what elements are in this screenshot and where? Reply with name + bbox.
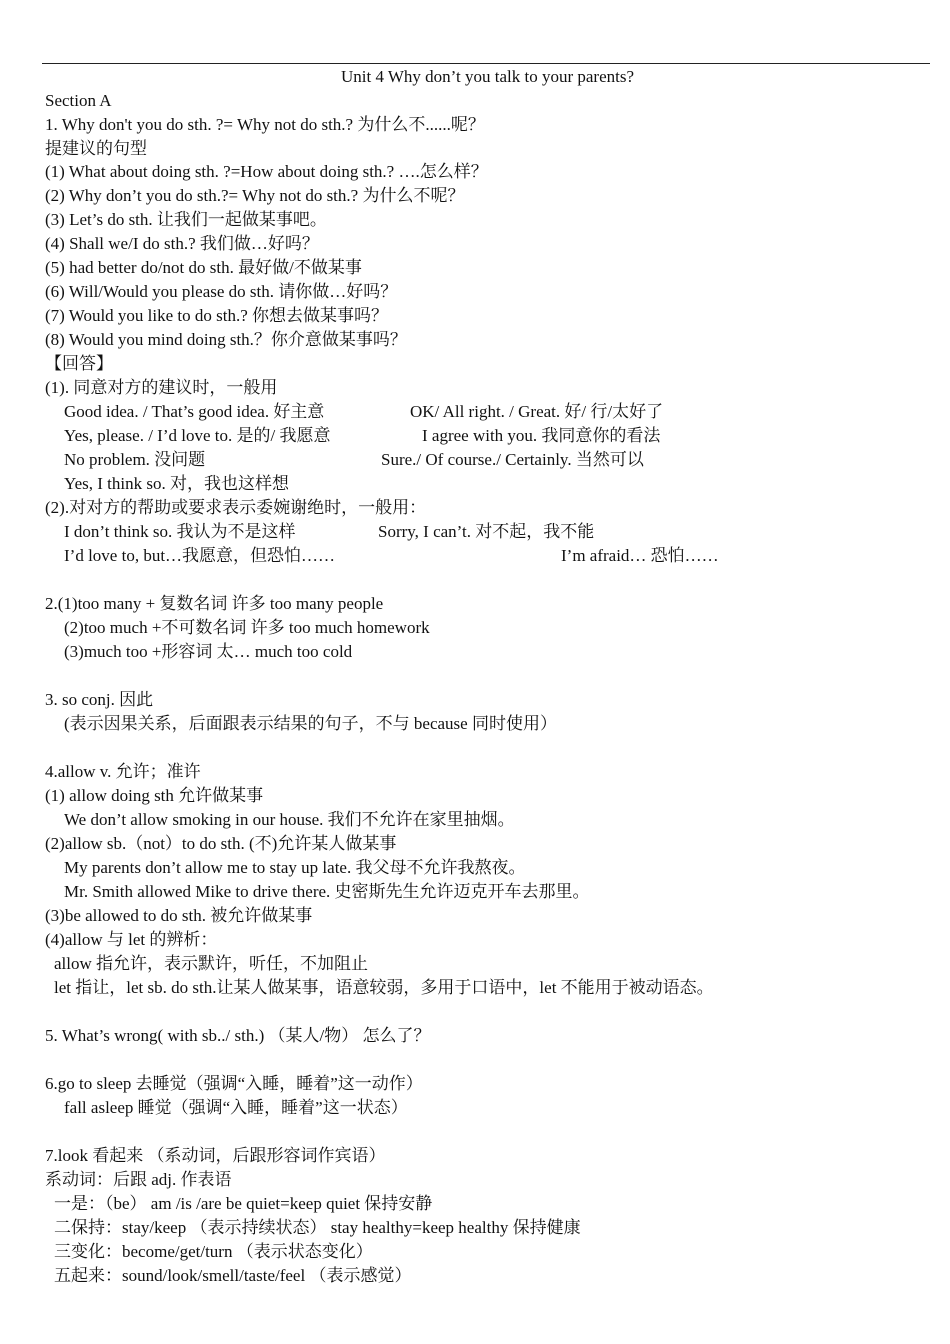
text-line: (1). 同意对方的建议时，一般用 [45, 378, 278, 397]
text-line: allow 指允许，表示默许，听任，不加阻止 [54, 954, 369, 973]
text-line: (3)be allowed to do sth. 被允许做某事 [45, 906, 313, 925]
text-line: 二保持：stay/keep （表示持续状态） stay healthy=keep healthy 保持健康 [54, 1218, 581, 1237]
text-line: (5) had better do/not do sth. 最好做/不做某事 [45, 258, 362, 277]
text-line: No problem. 没问题 [64, 450, 206, 469]
text-line: 【回答】 [45, 354, 113, 373]
text-line: Good idea. / That’s good idea. 好主意 [64, 402, 325, 421]
text-line: I don’t think so. 我认为不是这样 [64, 522, 296, 541]
page-title: Unit 4 Why don’t you talk to your parents? [340, 67, 635, 86]
text-line: 7.look 看起来 （系动词，后跟形容词作宾语） [45, 1146, 386, 1165]
text-line: (6) Will/Would you please do sth. 请你做…好吗？ [45, 282, 398, 301]
text-line: I agree with you. 我同意你的看法 [422, 426, 661, 445]
text-line: (4)allow 与 let 的辨析： [45, 930, 218, 949]
text-line: 4.allow v. 允许；准许 [45, 762, 201, 781]
text-line: 5. What’s wrong( with sb../ sth.) （某人/物） 怎么了？ [45, 1026, 431, 1045]
text-line: (1) allow doing sth 允许做某事 [45, 786, 264, 805]
text-line: (2)too much +不可数名词 许多 too much homework [64, 618, 430, 637]
text-line: 3. so conj. 因此 [45, 690, 154, 709]
text-line: (7) Would you like to do sth.? 你想去做某事吗？ [45, 306, 389, 325]
text-line: 1. Why don't you do sth. ?= Why not do sth.? 为什么不......呢？ [45, 115, 485, 134]
text-line: 一是：（be） am /is /are be quiet=keep quiet 保持安静 [54, 1194, 433, 1213]
text-line: Mr. Smith allowed Mike to drive there. 史密斯先生允许迈克开车去那里。 [64, 882, 590, 901]
text-line: 提建议的句型 [45, 139, 147, 158]
text-line: (8) Would you mind doing sth.？你介意做某事吗？ [45, 330, 407, 349]
text-line: let 指让，let sb. do sth.让某人做某事，语意较弱，多用于口语中，let 不能用于被动语态。 [54, 978, 714, 997]
text-line: fall asleep 睡觉（强调“入睡，睡着”这一状态） [64, 1098, 408, 1117]
text-line: 五起来：sound/look/smell/taste/feel （表示感觉） [54, 1266, 412, 1285]
text-line: 2.(1)too many + 复数名词 许多 too many people [45, 594, 384, 613]
text-line: 系动词：后跟 adj. 作表语 [45, 1170, 232, 1189]
text-line: My parents don’t allow me to stay up late. 我父母不允许我熬夜。 [64, 858, 526, 877]
text-line: (2).对对方的帮助或要求表示委婉谢绝时，一般用： [45, 498, 427, 517]
text-line: (1) What about doing sth. ?=How about doing sth.? ….怎么样？ [45, 162, 488, 181]
text-line: (2)allow sb.（not）to do sth. (不)允许某人做某事 [45, 834, 397, 853]
text-line: We don’t allow smoking in our house. 我们不允许在家里抽烟。 [64, 810, 515, 829]
text-line: I’d love to, but…我愿意，但恐怕…… [64, 546, 336, 565]
text-line: Yes, I think so. 对，我也这样想 [64, 474, 289, 493]
text-line: (表示因果关系，后面跟表示结果的句子，不与 because 同时使用） [64, 714, 557, 733]
text-line: I’m afraid… 恐怕…… [561, 546, 719, 565]
text-line: Yes, please. / I’d love to. 是的/ 我愿意 [64, 426, 331, 445]
text-line: Sorry, I can’t. 对不起，我不能 [378, 522, 595, 541]
text-line: (3)much too +形容词 太… much too cold [64, 642, 353, 661]
text-line: (4) Shall we/I do sth.? 我们做…好吗？ [45, 234, 319, 253]
text-line: (2) Why don’t you do sth.?= Why not do sth.? 为什么不呢？ [45, 186, 465, 205]
header-rule [42, 63, 930, 64]
text-line: 6.go to sleep 去睡觉（强调“入睡，睡着”这一动作） [45, 1074, 423, 1093]
text-line: Section A [45, 91, 112, 110]
text-line: 三变化：become/get/turn （表示状态变化） [54, 1242, 373, 1261]
text-line: (3) Let’s do sth. 让我们一起做某事吧。 [45, 210, 327, 229]
text-line: Sure./ Of course./ Certainly. 当然可以 [381, 450, 644, 469]
text-line: OK/ All right. / Great. 好/ 行/太好了 [410, 402, 664, 421]
